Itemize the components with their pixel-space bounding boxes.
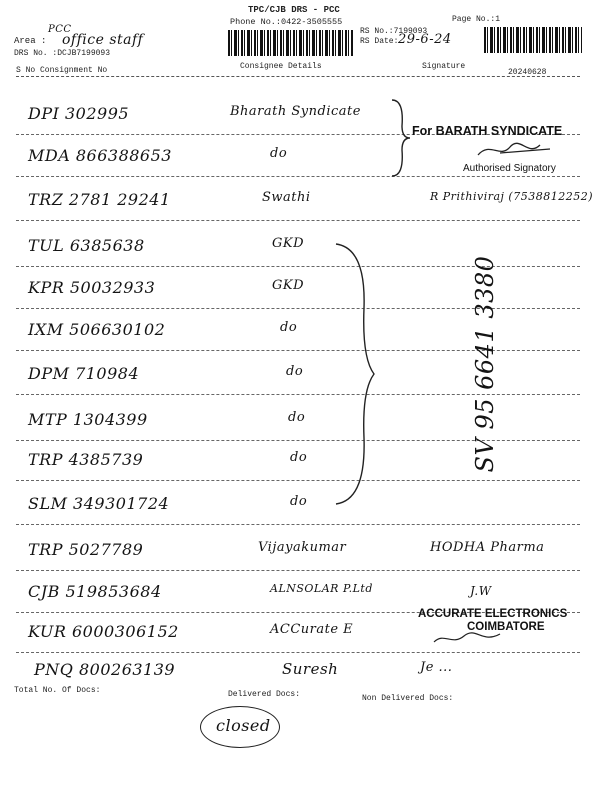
table-row bbox=[0, 278, 600, 318]
consignee-name: Vijayakumar bbox=[258, 540, 347, 555]
date-stamp: 20240628 bbox=[508, 68, 547, 77]
consignment-number: IXM 506630102 bbox=[28, 320, 166, 339]
signature-text: R Prithiviraj (7538812252) bbox=[430, 190, 594, 203]
vertical-phone-note: SV 95 6641 3380 bbox=[471, 255, 499, 473]
large-brace-icon bbox=[330, 238, 386, 510]
office-handwritten-small: PCC bbox=[48, 24, 72, 35]
table-row bbox=[0, 364, 600, 404]
delivered-docs-label: Delivered Docs: bbox=[228, 690, 301, 699]
consignment-number: DPI 302995 bbox=[28, 104, 130, 123]
consignee-name: Bharath Syndicate bbox=[230, 104, 361, 119]
non-delivered-docs-label: Non Delivered Docs: bbox=[362, 694, 454, 703]
consignment-number: TRP 5027789 bbox=[28, 540, 144, 559]
signature-scribble: J.W bbox=[470, 584, 492, 598]
office-handwritten: office staff bbox=[62, 32, 144, 48]
accurate-stamp-name: ACCURATE ELECTRONICS bbox=[418, 608, 568, 620]
consignee-name: do bbox=[280, 320, 298, 335]
table-row bbox=[0, 320, 600, 360]
barcode-right bbox=[484, 27, 582, 53]
document-title: TPC/CJB DRS - PCC bbox=[248, 5, 340, 15]
table-row bbox=[0, 410, 600, 450]
consignee-name: Swathi bbox=[262, 190, 311, 205]
table-row bbox=[0, 494, 600, 534]
consignment-number: MDA 866388653 bbox=[28, 146, 172, 165]
row-rule bbox=[16, 176, 580, 177]
column-signature: Signature bbox=[422, 62, 466, 71]
header-rule bbox=[16, 76, 580, 77]
column-consignee: Consignee Details bbox=[240, 62, 322, 71]
consignment-number: MTP 1304399 bbox=[28, 410, 148, 429]
accurate-stamp-city: COIMBATORE bbox=[467, 621, 545, 633]
row-rule bbox=[16, 524, 580, 525]
total-docs-label: Total No. Of Docs: bbox=[14, 686, 101, 695]
rs-date-label: RS Date: bbox=[360, 37, 399, 46]
barath-stamp-role: Authorised Signatory bbox=[463, 163, 556, 174]
consignment-number: SLM 349301724 bbox=[28, 494, 170, 513]
consignee-name: do bbox=[290, 450, 308, 465]
bracket-icon bbox=[388, 96, 414, 180]
rs-date-handwritten: 29-6-24 bbox=[398, 32, 452, 47]
consignment-number: PNQ 800263139 bbox=[34, 660, 176, 679]
consignment-number: KUR 6000306152 bbox=[28, 622, 179, 641]
barath-stamp-name: For BARATH SYNDICATE bbox=[412, 124, 563, 138]
drs-number: DRS No. :DCJB7199093 bbox=[14, 49, 111, 58]
rs-number: RS No.:7199093 bbox=[360, 27, 428, 36]
phone-number: Phone No.:0422-3505555 bbox=[230, 17, 343, 27]
closed-note: closed bbox=[216, 716, 271, 735]
consignment-number: DPM 710984 bbox=[28, 364, 140, 383]
consignee-name: ACCurate E bbox=[270, 622, 354, 637]
barath-signature-icon bbox=[470, 137, 560, 163]
consignee-name: do bbox=[288, 410, 306, 425]
consignee-name: GKD bbox=[272, 278, 305, 293]
consignment-number: CJB 519853684 bbox=[28, 582, 162, 601]
area-label: Area : bbox=[14, 36, 47, 46]
table-row bbox=[0, 236, 600, 276]
barcode-center bbox=[228, 30, 353, 56]
accurate-signature-icon bbox=[430, 628, 510, 648]
signature-text: HODHA Pharma bbox=[430, 540, 545, 555]
consignment-number: TRZ 2781 29241 bbox=[28, 190, 171, 209]
consignment-number: TUL 6385638 bbox=[28, 236, 145, 255]
table-row bbox=[0, 450, 600, 490]
table-row bbox=[0, 190, 600, 230]
signature-text: Je ... bbox=[420, 660, 453, 675]
consignee-name: GKD bbox=[272, 236, 305, 251]
consignee-name: Suresh bbox=[282, 660, 339, 678]
consignee-name: do bbox=[270, 146, 288, 161]
consignment-number: TRP 4385739 bbox=[28, 450, 144, 469]
column-sno: S No bbox=[16, 66, 36, 75]
table-row bbox=[0, 540, 600, 580]
consignee-name: do bbox=[290, 494, 308, 509]
consignee-name: ALNSOLAR P.Ltd bbox=[270, 582, 373, 595]
page-number: Page No.:1 bbox=[452, 15, 501, 24]
row-rule bbox=[16, 652, 580, 653]
consignment-number: KPR 50032933 bbox=[28, 278, 156, 297]
column-consignment: Consignment No bbox=[40, 66, 108, 75]
consignee-name: do bbox=[286, 364, 304, 379]
row-rule bbox=[16, 570, 580, 571]
